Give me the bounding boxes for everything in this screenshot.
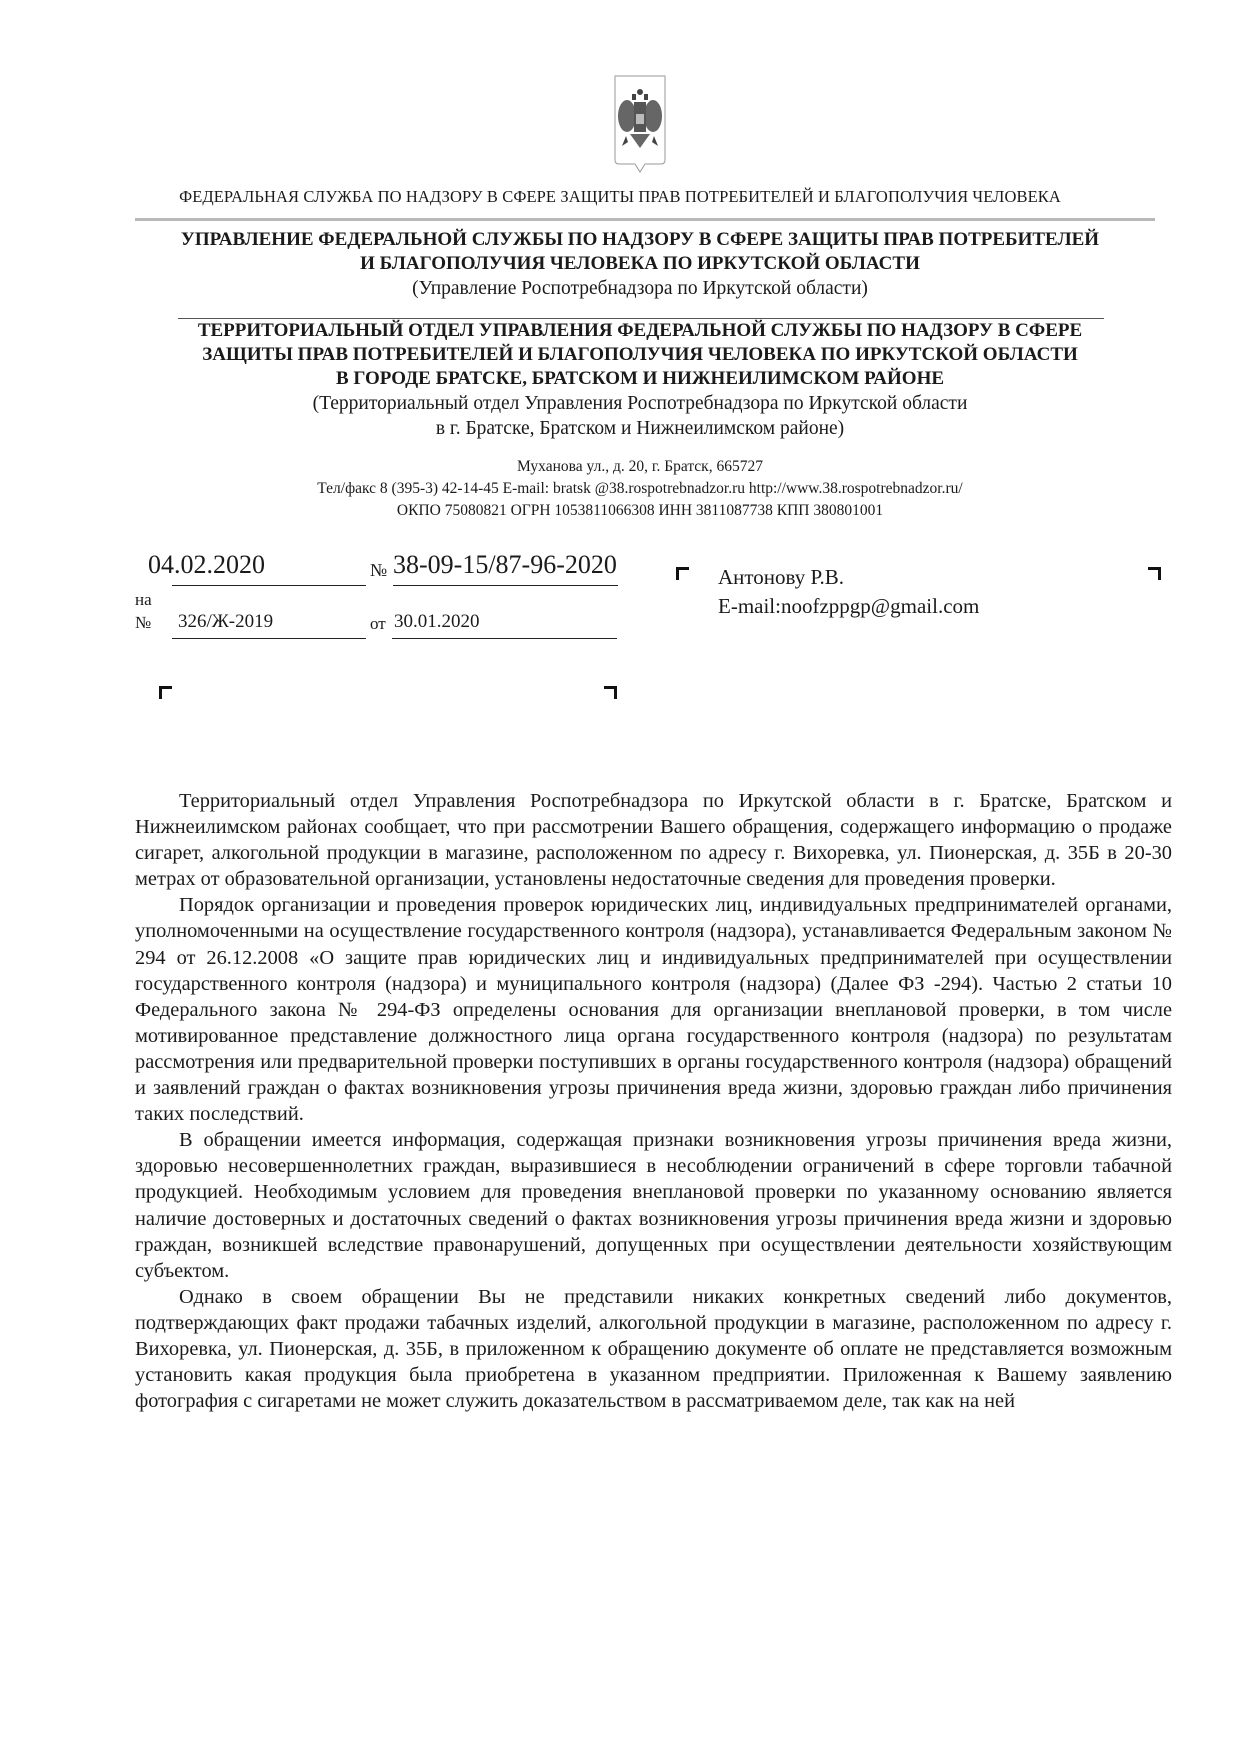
registry-codes: ОКПО 75080821 ОГРН 1053811066308 ИНН 3811087738 КПП 380801001: [396, 502, 884, 519]
number-sign: №: [370, 560, 388, 580]
department-title-line1: УПРАВЛЕНИЕ ФЕДЕРАЛЬНОЙ СЛУЖБЫ ПО НАДЗОРУ В СФЕРЕ ЗАЩИТЫ ПРАВ ПОТРЕБИТЕЛЕЙ: [180, 229, 1100, 250]
corner-mark-icon: [159, 686, 172, 699]
territorial-short-line2: в г. Братске, Братском и Нижнеилимском районе): [435, 418, 845, 439]
body-paragraph: Порядок организации и проведения проверок юридических лиц, индивидуальных предпринимателей органами, уполномоченными на осуществление государственного контроля (надзора), устанавливается Федеральным законом № 294 от 26.12.2008 «О защите прав юридических лиц и индивидуальных предпринимателей при осуществлении государственного контроля (надзора) и муниципального контроля (надзора) (Далее ФЗ -294). Частью 2 статьи 10 Федерального закона № 294-ФЗ определены основания для организации внеплановой проверки, в том числе мотивированное представление должностного лица органа государственного контроля (надзора) по результатам рассмотрения или предварительной проверки поступивших в органы государственного контроля (надзора) обращений и заявлений граждан о фактах возникновения угрозы причинения вреда жизни, здоровью граждан либо причинения таких последствий.: [135, 894, 1172, 1126]
addressee-name: Антонову Р.В.: [718, 565, 845, 589]
territorial-block: [120, 319, 1160, 391]
addressee-email: E-mail:noofzppgp@gmail.com: [718, 594, 980, 618]
reply-number-label: №: [135, 613, 152, 632]
territorial-title-line1: ТЕРРИТОРИАЛЬНЫЙ ОТДЕЛ УПРАВЛЕНИЯ ФЕДЕРАЛЬНОЙ СЛУЖБЫ ПО НАДЗОРУ В СФЕРЕ: [197, 320, 1083, 341]
header-rule: [135, 218, 1155, 221]
phone-email-line: Тел/факс 8 (395-3) 42-14-45 E-mail: bratsk @38.rospotrebnadzor.ru http://www.38.rospotrebnadzor.ru/: [317, 480, 963, 497]
outgoing-date-underline: [172, 585, 366, 586]
corner-mark-icon: [604, 686, 617, 699]
body-paragraph: Территориальный отдел Управления Роспотребнадзора по Иркутской области в г. Братске, Братском и Нижнеилимском районах сообщает, что при рассмотрении Вашего обращения, содержащего информацию о продаже сигарет, алкогольной продукции в магазине, расположенном по адресу г. Вихоревка, ул. Пионерская, д. 35Б в 20-30 метрах от образовательной организации, установлены недостаточные сведения для проведения проверки.: [135, 790, 1172, 891]
territorial-short-block: [120, 391, 1160, 441]
outgoing-number-underline: [393, 585, 618, 586]
department-short-name: (Управление Роспотребнадзора по Иркутской области): [412, 278, 868, 299]
agency-name: ФЕДЕРАЛЬНАЯ СЛУЖБА ПО НАДЗОРУ В СФЕРЕ ЗАЩИТЫ ПРАВ ПОТРЕБИТЕЛЕЙ И БЛАГОПОЛУЧИЯ ЧЕЛОВЕКА: [179, 187, 1061, 206]
territorial-short-line1: (Территориальный отдел Управления Роспотребнадзора по Иркутской области: [312, 393, 968, 414]
reply-number: 326/Ж-2019: [178, 611, 274, 632]
department-block: [120, 228, 1160, 301]
territorial-title-line2: ЗАЩИТЫ ПРАВ ПОТРЕБИТЕЛЕЙ И БЛАГОПОЛУЧИЯ ЧЕЛОВЕКА ПО ИРКУТСКОЙ ОБЛАСТИ: [202, 344, 1078, 365]
reply-date-underline: [392, 638, 617, 639]
body-paragraph: В обращении имеется информация, содержащая признаки возникновения угрозы причинения вреда жизни, здоровью несовершеннолетних граждан, выразившиеся в несоблюдении ограничений в сфере торговли табачной продукцией. Необходимым условием для проведения внеплановой проверки по указанному основанию является наличие достоверных и достаточных сведений о фактах возникновения угрозы причинения вреда жизни и здоровью граждан, возникшей вследствие правонарушений, допущенных при осуществлении деятельности хозяйствующим субъектом.: [135, 1129, 1172, 1282]
outgoing-date: 04.02.2020: [148, 550, 265, 579]
outgoing-number: 38-09-15/87-96-2020: [393, 550, 617, 579]
reply-date-label: от: [370, 614, 386, 633]
addressee-block: [718, 563, 979, 621]
corner-mark-icon: [1148, 567, 1161, 580]
letter-body: [135, 788, 1172, 1414]
territorial-title-line3: В ГОРОДЕ БРАТСКЕ, БРАТСКОМ И НИЖНЕИЛИМСКОМ РАЙОНЕ: [335, 368, 945, 389]
department-title-line2: И БЛАГОПОЛУЧИЯ ЧЕЛОВЕКА ПО ИРКУТСКОЙ ОБЛАСТИ: [360, 253, 920, 274]
corner-mark-icon: [676, 567, 689, 580]
reply-date: 30.01.2020: [394, 611, 480, 632]
reply-to-label: на: [135, 590, 152, 609]
russian-coat-of-arms-icon: [612, 72, 668, 176]
reply-number-underline: [172, 638, 366, 639]
body-paragraph: Однако в своем обращении Вы не представили никаких конкретных сведений либо документов, подтверждающих факт продажи табачных изделий, алкогольной продукции в магазине, расположенном по адресу г. Вихоревка, ул. Пионерская, д. 35Б, в приложенном к обращению документе об оплате не представляется возможным установить какая продукция была приобретена в указанном предприятии. Приложенная к Вашему заявлению фотография с сигаретами не может служить доказательством в рассматриваемом деле, так как на ней: [135, 1285, 1172, 1413]
contacts-block: [120, 456, 1160, 522]
postal-address: Муханова ул., д. 20, г. Братск, 665727: [517, 458, 763, 475]
